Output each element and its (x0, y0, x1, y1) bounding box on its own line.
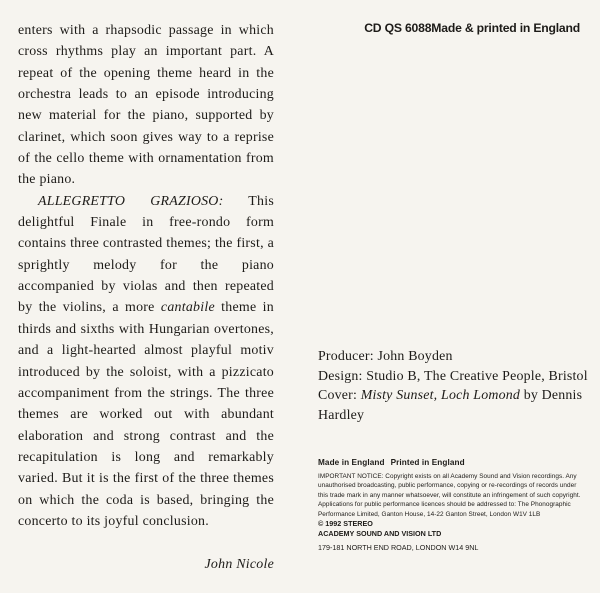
legal-block (318, 458, 588, 553)
cover-suffix: by Dennis Hardley (318, 388, 583, 423)
liner-notes-column (18, 20, 274, 576)
cover-label: Cover: (318, 388, 361, 403)
movement-heading: ALLEGRETTO GRAZIOSO: (38, 193, 224, 209)
catalog-number: CD QS 6088 (364, 21, 432, 35)
important-notice: IMPORTANT NOTICE: Copyright exists on all Academy Sound and Vision recordings. Any unauthorised broadcasting, public performance, copying or re-recordings of records under this trade mark in any manner whatsoever, will constitute an infringement of such copyright. Applications for public performance licences should be addressed to: The Phonographic Performance Limited, Ganton House, 14-22 Ganton Street, London W1V 1LB (318, 473, 581, 518)
cover-title: Misty Sunset, Loch Lomond (360, 388, 521, 403)
credits-block (318, 347, 588, 425)
cover-credit (318, 386, 588, 425)
notes-paragraph-2 (18, 191, 274, 533)
made-printed: Made & printed in England (431, 21, 580, 35)
author-signature: John Nicole (204, 557, 274, 573)
printed-in-england: Printed in England (390, 458, 465, 467)
made-in-england: Made in England (318, 458, 385, 467)
notes-paragraph-2-emphasis: cantabile (160, 300, 215, 316)
catalog-header (320, 21, 580, 35)
notes-paragraph-1: enters with a rhapsodic passage in which cross rhythms play an important part. A repeat of the opening theme heard in the orchestra leads to an episode introducing new material for the piano, supported by clarinet, which soon gives way to a reprise of the cello theme with ornamentation from the piano. (18, 23, 274, 188)
producer-credit: Producer: John Boyden (318, 349, 453, 364)
design-credit: Design: Studio B, The Creative People, Bristol (318, 368, 588, 384)
notes-paragraph-2-part-b: theme in thirds and sixths with Hungarian overtones, and a light-hearted almost playful motiv introduced by the soloist, with a pizzicato accompaniment from the strings. The three themes are worked out with abundant elaboration and strong contrast and the recapitulation is long and remarkably varied. But it is the first of the three themes on which the coda is based, bringing the concerto to its joyful conclusion. (18, 300, 274, 529)
company-name: ACADEMY SOUND AND VISION LTD (318, 529, 442, 539)
legal-header (318, 458, 588, 467)
notes-paragraph-2-part-a: This delightful Finale in free-rondo form contains three contrasted themes; the first, a sprightly melody for the piano accompanied by violas and then repeated by the violins, a more (18, 193, 274, 316)
copyright-line: © 1992 STEREO (318, 519, 373, 529)
company-address: 179-181 NORTH END ROAD, LONDON W14 9NL (318, 543, 479, 553)
